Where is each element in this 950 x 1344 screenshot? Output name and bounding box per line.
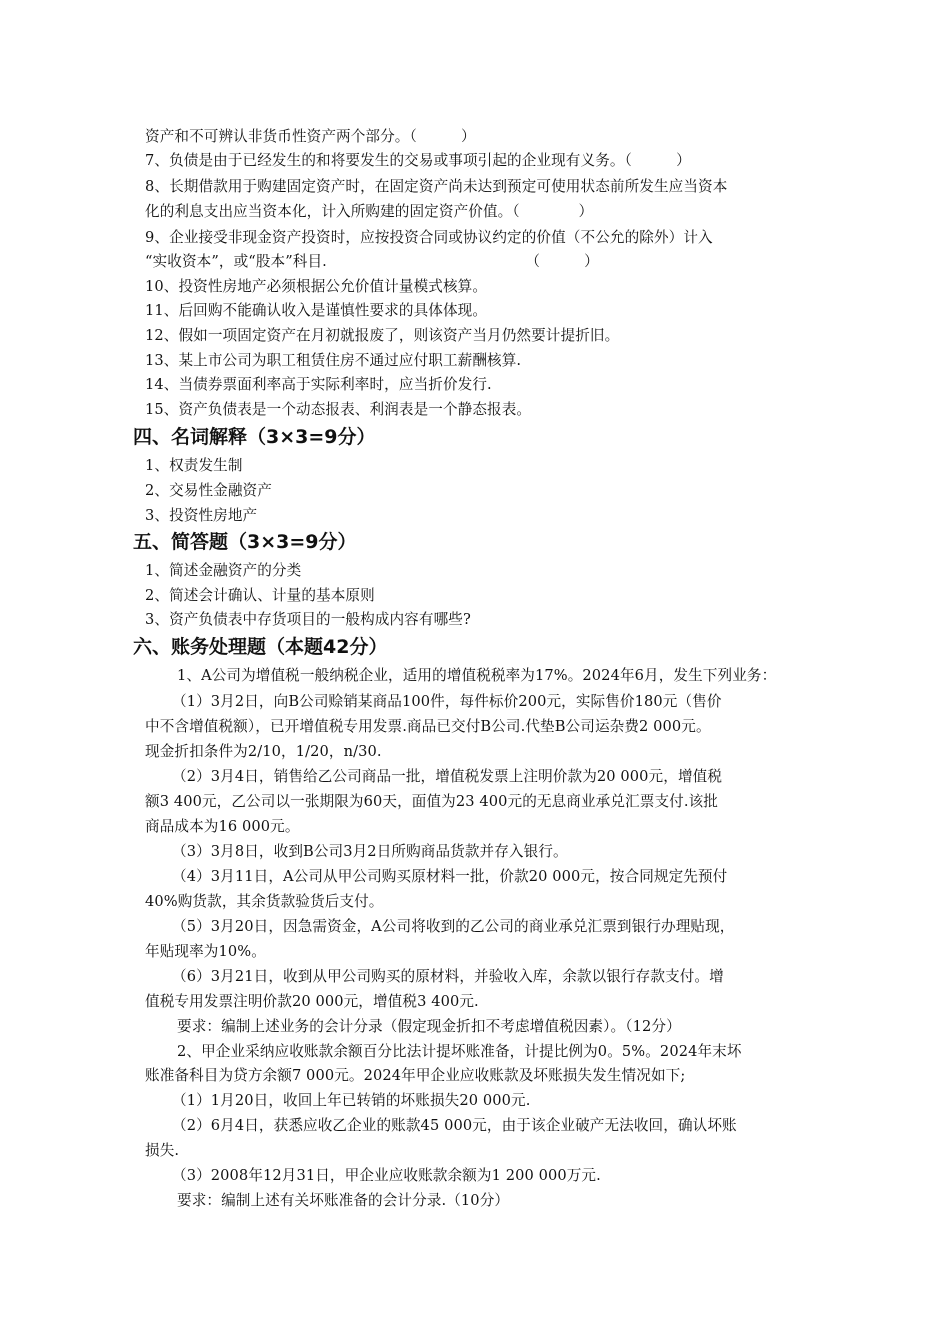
section-5-item-2: 2、简述会计确认、计量的基本原则 xyxy=(145,587,375,604)
q1-part1-line-3: 现金折扣条件为2/10，1/20，n/30. xyxy=(145,743,382,760)
q2-intro-line-1: 2、甲企业采纳应收账款余额百分比法计提坏账准备，计提比例为0。5%。2024年末坏 xyxy=(177,1043,742,1060)
tf-item-9-line-2: “实收资本”，或“股本”科目. （ ） xyxy=(145,253,599,270)
q1-part3: （3）3月8日，收到B公司3月2日所购商品货款并存入银行。 xyxy=(172,843,568,860)
q1-part2-line-3: 商品成本为16 000元。 xyxy=(145,818,300,835)
tf-item-13: 13、某上市公司为职工租赁住房不通过应付职工薪酬核算. xyxy=(145,352,522,369)
section-4-heading: 四、名词解释（3×3=9分） xyxy=(133,426,376,448)
q1-part1-line-1: （1）3月2日，向B公司赊销某商品100件，每件标价200元，实际售价180元（售价 xyxy=(172,693,722,710)
q1-part2-line-2: 额3 400元，乙公司以一张期限为60天，面值为23 400元的无息商业承兑汇票支付.该批 xyxy=(145,793,718,810)
tf-item-14: 14、当债券票面利率高于实际利率时，应当折价发行. xyxy=(145,376,492,393)
q1-part5-line-2: 年贴现率为10%。 xyxy=(145,943,266,960)
q2-requirement: 要求：编制上述有关坏账准备的会计分录.（10分） xyxy=(177,1192,510,1209)
section-4-item-2: 2、交易性金融资产 xyxy=(145,482,272,499)
section-5-heading: 五、简答题（3×3=9分） xyxy=(133,531,357,553)
q1-part5-line-1: （5）3月20日，因急需资金，A公司将收到的乙公司的商业承兑汇票到银行办理贴现， xyxy=(172,918,735,935)
tf-item-7: 7、负债是由于已经发生的和将要发生的交易或事项引起的企业现有义务。（ ） xyxy=(145,152,691,169)
section-4-item-1: 1、权责发生制 xyxy=(145,457,243,474)
q2-part3: （3）2008年12月31日，甲企业应收账款余额为1 200 000万元. xyxy=(172,1167,601,1184)
q1-requirement: 要求：编制上述业务的会计分录（假定现金折扣不考虑增值税因素）。（12分） xyxy=(177,1018,681,1035)
tf-item-15: 15、资产负债表是一个动态报表、利润表是一个静态报表。 xyxy=(145,401,532,418)
q1-part1-line-2: 中不含增值税额），已开增值税专用发票.商品已交付B公司.代垫B公司运杂费2 000元。 xyxy=(145,718,711,735)
q1-part6-line-2: 值税专用发票注明价款20 000元，增值税3 400元. xyxy=(145,993,479,1010)
section-6-heading: 六、账务处理题（本题42分） xyxy=(133,636,388,658)
section-4-item-3: 3、投资性房地产 xyxy=(145,507,258,524)
section-5-item-1: 1、简述金融资产的分类 xyxy=(145,562,302,579)
q2-intro-line-2: 账准备科目为贷方余额7 000元。2024年甲企业应收账款及坏账损失发生情况如下; xyxy=(145,1067,686,1084)
tf-item-6-tail: 资产和不可辨认非货币性资产两个部分。（ ） xyxy=(145,128,476,145)
q1-part4-line-1: （4）3月11日，A公司从甲公司购买原材料一批，价款20 000元，按合同规定先预付 xyxy=(172,868,728,885)
q2-part2-line-1: （2）6月4日，获悉应收乙企业的账款45 000元，由于该企业破产无法收回，确认坏账 xyxy=(172,1117,737,1134)
q1-part2-line-1: （2）3月4日，销售给乙公司商品一批，增值税发票上注明价款为20 000元，增值税 xyxy=(172,768,723,785)
tf-item-8-line-1: 8、长期借款用于购建固定资产时，在固定资产尚未达到预定可使用状态前所发生应当资本 xyxy=(145,178,728,195)
tf-item-9-line-1: 9、企业接受非现金资产投资时，应按投资合同或协议约定的价值（不公允的除外）计入 xyxy=(145,229,713,246)
tf-item-12: 12、假如一项固定资产在月初就报废了，则该资产当月仍然要计提折旧。 xyxy=(145,327,620,344)
q2-part1: （1）1月20日，收回上年已转销的坏账损失20 000元. xyxy=(172,1092,531,1109)
q1-intro: 1、A公司为增值税一般纳税企业，适用的增值税税率为17%。2024年6月，发生下列业务： xyxy=(177,667,777,684)
section-5-item-3: 3、资产负债表中存货项目的一般构成内容有哪些? xyxy=(145,611,471,628)
tf-item-11: 11、后回购不能确认收入是谨慎性要求的具体体现。 xyxy=(145,302,488,319)
tf-item-10: 10、投资性房地产必须根据公允价值计量模式核算。 xyxy=(145,278,488,295)
q1-part4-line-2: 40%购货款，其余货款验货后支付。 xyxy=(145,893,384,910)
q1-part6-line-1: （6）3月21日，收到从甲公司购买的原材料，并验收入库，余款以银行存款支付。增 xyxy=(172,968,724,985)
q2-part2-line-2: 损失. xyxy=(145,1142,180,1159)
tf-item-8-line-2: 化的利息支出应当资本化，计入所购建的固定资产价值。（ ） xyxy=(145,203,594,220)
